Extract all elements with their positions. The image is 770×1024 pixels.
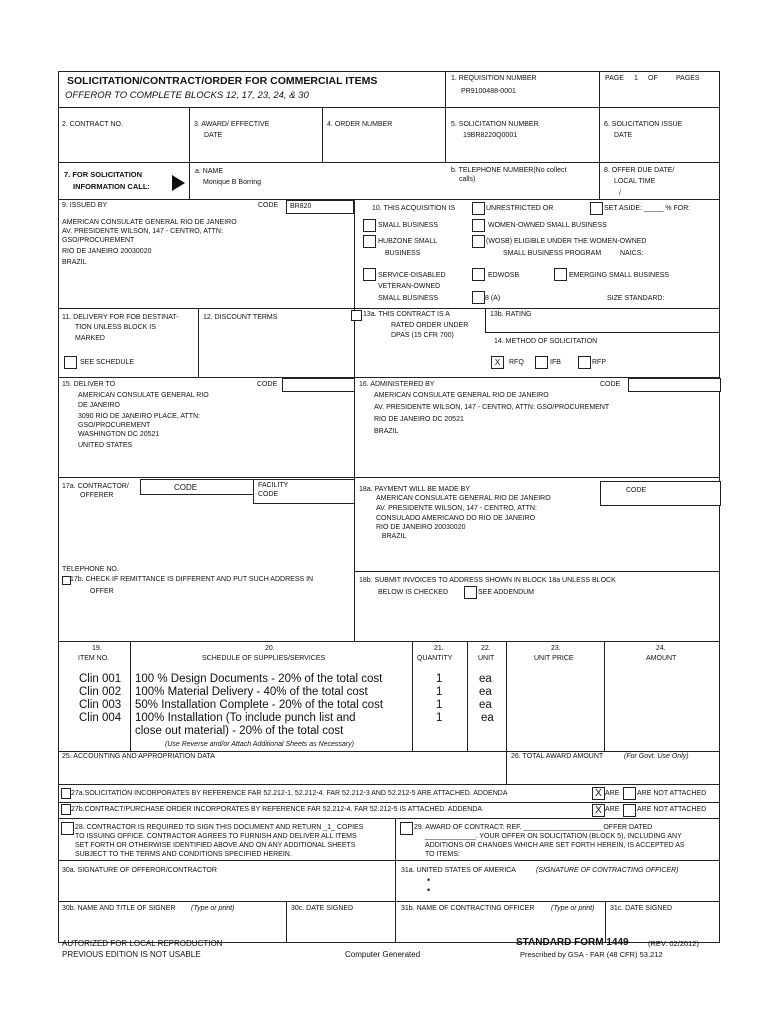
payment-code-label: CODE — [626, 487, 647, 494]
item-description: 100 % Design Documents - 20% of the total cost — [135, 673, 383, 685]
issued-by-line: RIO DE JANEIRO 20030020 — [62, 248, 152, 255]
payment-line: RIO DE JANEIRO 20030020 — [376, 524, 466, 531]
set-aside-checkbox[interactable] — [590, 202, 603, 215]
administered-by-code-label: CODE — [600, 381, 621, 388]
telephone-label: b. TELEPHONE NUMBER(No collect — [451, 167, 567, 174]
officer-name-label: 31b. NAME OF CONTRACTING OFFICER — [401, 905, 535, 912]
rated-order-label: 13a. THIS CONTRACT IS A — [363, 311, 450, 318]
rule — [506, 751, 507, 784]
emerging-small-business-checkbox[interactable] — [554, 268, 567, 281]
col-item-num: 19. — [92, 645, 102, 652]
administered-by-line: AV. PRESIDENTE WILSON, 147 - CENTRO, ATTN: GSO/PROCUREMENT — [374, 404, 610, 411]
unrestricted-checkbox[interactable] — [472, 202, 485, 215]
facility-code-label: CODE — [258, 491, 279, 498]
rated-order-label-3: DPAS (15 CFR 700) — [391, 332, 454, 339]
rule — [354, 377, 355, 641]
rule — [58, 71, 720, 72]
item-unit: ea — [479, 686, 492, 698]
29-text-3: ADDITIONS OR CHANGES WHICH ARE SET FORTH HEREIN, IS ACCEPTED AS — [425, 842, 685, 849]
deliver-to-line: DE JANEIRO — [78, 402, 121, 409]
rated-order-checkbox[interactable] — [351, 310, 362, 321]
rule — [354, 199, 355, 308]
page-of-label: OF — [648, 75, 658, 82]
item-quantity: 1 — [436, 686, 443, 698]
sdvosb-label: SERVICE-DISABLED — [378, 272, 446, 279]
signer-name-note: (Type or print) — [191, 905, 235, 912]
page-label: PAGE — [605, 75, 624, 82]
footer-reproduction: AUTORIZED FOR LOCAL REPRODUCTION — [62, 939, 223, 948]
27a-not-attached-checkbox[interactable] — [623, 787, 636, 800]
schedule-note: (Use Reverse and/or Attach Additional Sheets as Necessary) — [165, 741, 354, 748]
order-number-label: 4. ORDER NUMBER — [327, 121, 393, 128]
rule — [58, 818, 720, 819]
rule — [58, 751, 720, 752]
item-description: 50% Installation Complete - 20% of the total cost — [135, 699, 384, 711]
size-standard-label: SIZE STANDARD: — [607, 295, 665, 302]
eight-a-label: 8 (A) — [485, 295, 501, 302]
payment-line: AMERICAN CONSULATE GENERAL RIO DE JANEIRO — [376, 495, 551, 502]
27a-text: 27a.SOLICITATION INCORPORATES BY REFERENCE FAR 52.212-1, 52.212-4. FAR 52.212-3 AND 52.212-5 ARE ATTACHED. ADDENDA — [71, 790, 508, 797]
item-number: Clin 003 — [79, 699, 122, 711]
28-text-2: TO ISSUING OFFICE. CONTRACTOR AGREES TO FURNISH AND DELIVER ALL ITEMS — [75, 833, 357, 840]
rule — [286, 901, 287, 942]
deliver-to-line: AMERICAN CONSULATE GENERAL RIO — [78, 392, 209, 399]
27b-not-attached-label: ARE NOT ATTACHED — [637, 806, 707, 813]
issued-by-label: 9. ISSUED BY — [62, 202, 108, 209]
rule — [58, 107, 720, 108]
telephone-no-label: TELEPHONE NO. — [62, 566, 119, 573]
col-unit-price-num: 23. — [551, 645, 561, 652]
rule — [485, 332, 720, 333]
item-unit: ea — [479, 699, 492, 711]
rule — [599, 71, 600, 107]
rule — [58, 784, 720, 785]
col-quantity-num: 21. — [434, 645, 444, 652]
col-unit-num: 22. — [481, 645, 491, 652]
col-quantity-header: QUANTITY — [417, 655, 453, 662]
27a-are-label: ARE — [605, 790, 620, 797]
deliver-to-line: 3090 RIO DE JANEIRO PLACE, ATTN: — [78, 413, 201, 420]
acquisition-label: 10. THIS ACQUISITION IS — [372, 205, 456, 212]
29-text-4: TO ITEMS: — [425, 851, 460, 858]
rule — [485, 308, 486, 332]
requisition-label: 1. REQUISITION NUMBER — [451, 75, 537, 82]
rule — [445, 71, 446, 162]
delivery-fob-label-2: TION UNLESS BLOCK IS — [75, 324, 156, 331]
set-aside-label: SET ASIDE: _____ % FOR: — [604, 205, 691, 212]
form-revision: (REV. 02/2012) — [648, 939, 700, 948]
requisition-number: PR9100488-0001 — [461, 88, 516, 95]
officer-date-label: 31c. DATE SIGNED — [610, 905, 673, 912]
deliver-to-code-label: CODE — [257, 381, 278, 388]
submit-invoices-label-2: BELOW IS CHECKED — [378, 589, 449, 596]
sdvosb-checkbox[interactable] — [363, 268, 376, 281]
col-amount-header: AMOUNT — [646, 655, 677, 662]
due-separator: / — [619, 190, 621, 197]
item-description-cont: close out material) - 20% of the total cost — [135, 725, 344, 737]
offer-due-label: 8. OFFER DUE DATE/ — [604, 167, 675, 174]
edwosb-checkbox[interactable] — [472, 268, 485, 281]
footer-computer-generated: Computer Generated — [345, 950, 421, 959]
delivery-fob-label: 11. DELIVERY FOR FOB DESTINAT- — [62, 314, 179, 321]
method-label: 14. METHOD OF SOLICITATION — [494, 338, 598, 345]
information-call-label: INFORMATION CALL: — [73, 182, 150, 191]
unrestricted-label: UNRESTRICTED OR — [486, 205, 554, 212]
award-date-label-2: DATE — [204, 132, 223, 139]
signature-bullet: • — [427, 875, 431, 885]
rule — [395, 818, 396, 942]
rated-order-label-2: RATED ORDER UNDER — [391, 322, 469, 329]
wosb-program-label: SMALL BUSINESS PROGRAM — [503, 250, 602, 257]
rfq-checkbox[interactable]: X — [491, 356, 504, 369]
award-date-label: 3. AWARD/ EFFECTIVE — [194, 121, 270, 128]
see-schedule-checkbox[interactable] — [64, 356, 77, 369]
page-number: 1 — [634, 75, 638, 82]
27b-are-label: ARE — [605, 806, 620, 813]
telephone-label-2: calls) — [459, 176, 476, 183]
issued-by-code-field — [286, 200, 354, 214]
deliver-to-label: 15. DELIVER TO — [62, 381, 116, 388]
payment-line: BRAZIL — [376, 533, 407, 540]
28-checkbox[interactable] — [61, 822, 74, 835]
accounting-label: 25. ACCOUNTING AND APPROPRIATION DATA — [62, 753, 215, 760]
us-signature-label: 31a. UNITED STATES OF AMERICA — [401, 867, 516, 874]
27a-not-attached-label: ARE NOT ATTACHED — [637, 790, 707, 797]
28-text-3: SET FORTH OR OTHERWISE IDENTIFIED ABOVE AND ON ANY ADDITIONAL SHEETS — [75, 842, 356, 849]
item-quantity: 1 — [436, 699, 443, 711]
27b-text: 27b.CONTRACT/PURCHASE ORDER INCORPORATES BY REFERENCE FAR 52.212-4. FAR 52.212-5 IS ATTACHED. ADDENDA — [71, 806, 483, 813]
rule — [58, 162, 720, 163]
rule — [58, 641, 720, 642]
offeror-signature-label: 30a. SIGNATURE OF OFFEROR/CONTRACTOR — [62, 867, 217, 874]
rfq-label: RFQ — [509, 359, 524, 366]
arrow-right-icon — [172, 175, 185, 191]
issued-by-line: AMERICAN CONSULATE GENERAL RIO DE JANEIRO — [62, 219, 237, 226]
item-unit: ea — [479, 673, 492, 685]
eight-a-checkbox[interactable] — [472, 291, 485, 304]
rule — [189, 107, 190, 162]
rule — [412, 641, 413, 751]
27a-checkbox[interactable] — [61, 788, 71, 799]
for-solicitation-label: 7. FOR SOLICITATION — [64, 170, 143, 179]
item-number: Clin 002 — [79, 686, 122, 698]
item-number: Clin 004 — [79, 712, 122, 724]
col-schedule-num: 20. — [265, 645, 275, 652]
rule — [58, 477, 720, 478]
local-time-label: LOCAL TIME — [614, 178, 656, 185]
submit-invoices-label: 18b. SUBMIT INVOICES TO ADDRESS SHOWN IN BLOCK 18a UNLESS BLOCK — [359, 577, 616, 584]
rfp-label: RFP — [592, 359, 606, 366]
rule — [58, 308, 720, 309]
ifb-label: IFB — [550, 359, 561, 366]
rule — [130, 641, 131, 751]
payment-label: 18a. PAYMENT WILL BE MADE BY — [359, 486, 470, 493]
hubzone-label-2: BUSINESS — [385, 250, 421, 257]
see-schedule-label: SEE SCHEDULE — [80, 359, 135, 366]
footer-previous-edition: PREVIOUS EDITION IS NOT USABLE — [62, 950, 201, 959]
rule — [467, 641, 468, 751]
issued-by-line: BRAZIL — [62, 259, 87, 266]
payment-line: CONSULADO AMERICANO DO RIO DE JANEIRO — [376, 515, 536, 522]
contractor-code-label: CODE — [174, 483, 198, 492]
27b-checkbox[interactable] — [61, 804, 71, 815]
pages-label: PAGES — [676, 75, 700, 82]
administered-by-line: BRAZIL — [374, 428, 399, 435]
wosb-eligible-label: (WOSB) ELIGIBLE UNDER THE WOMEN-OWNED — [486, 238, 647, 245]
issued-by-code: BR820 — [290, 203, 312, 210]
hubzone-checkbox[interactable] — [363, 235, 376, 248]
wosb-checkbox[interactable] — [472, 219, 485, 232]
us-signature-note: (SIGNATURE OF CONTRACTING OFFICER) — [536, 867, 679, 874]
item-quantity: 1 — [436, 712, 443, 724]
27b-are-checkbox[interactable]: X — [592, 804, 605, 817]
item-number: Clin 001 — [79, 673, 122, 685]
offerer-label: OFFERER — [80, 492, 114, 499]
col-unit-price-header: UNIT PRICE — [534, 655, 574, 662]
wosb-eligible-checkbox[interactable] — [472, 235, 485, 248]
issued-by-code-label: CODE — [258, 202, 279, 209]
rule — [58, 377, 720, 378]
delivery-fob-label-3: MARKED — [75, 335, 105, 342]
28-text-4: SUBJECT TO THE TERMS AND CONDITIONS SPECIFIED HEREIN. — [75, 851, 292, 858]
contractor-code-field[interactable] — [140, 479, 255, 495]
administered-by-line: RIO DE JANEIRO DC 20521 — [374, 416, 464, 423]
naics-label: NAICS: — [620, 250, 644, 257]
small-business-label: SMALL BUSINESS — [378, 222, 439, 229]
form-title: SOLICITATION/CONTRACT/ORDER FOR COMMERCIAL ITEMS — [67, 75, 378, 87]
27b-not-attached-checkbox[interactable] — [623, 804, 636, 817]
rule — [599, 107, 600, 199]
administered-by-label: 16. ADMINISTERED BY — [359, 381, 435, 388]
facility-label: FACILITY — [258, 482, 289, 489]
contract-no-label: 2. CONTRACT NO. — [62, 121, 123, 128]
officer-name-note: (Type or print) — [551, 905, 595, 912]
item-quantity: 1 — [436, 673, 443, 685]
small-business-checkbox[interactable] — [363, 219, 376, 232]
rule — [605, 901, 606, 942]
rule — [354, 571, 720, 572]
discount-terms-label: 12. DISCOUNT TERMS — [203, 314, 278, 321]
rule — [58, 71, 59, 943]
solicitation-number-label: 5. SOLICITATION NUMBER — [451, 121, 539, 128]
signer-name-label: 30b. NAME AND TITLE OF SIGNER — [62, 905, 176, 912]
rfp-checkbox[interactable] — [578, 356, 591, 369]
contact-name: Monique B Borring — [203, 179, 261, 186]
remittance-label-2: OFFER — [90, 588, 114, 595]
col-schedule-header: SCHEDULE OF SUPPLIES/SERVICES — [202, 655, 326, 662]
rule — [58, 802, 720, 803]
solicitation-issue-label-2: DATE — [614, 132, 633, 139]
solicitation-number: 19BR8220Q0001 — [463, 132, 518, 139]
29-checkbox[interactable] — [400, 822, 413, 835]
edwosb-label: EDWOSB — [488, 272, 520, 279]
wosb-label: WOMEN-OWNED SMALL BUSINESS — [488, 222, 607, 229]
contractor-label: 17a. CONTRACTOR/ — [62, 483, 129, 490]
rule — [198, 308, 199, 377]
signature-bullet: • — [427, 885, 431, 895]
28-text: 28. CONTRACTOR IS REQUIRED TO SIGN THIS DOCUMENT AND RETURN _1_ COPIES — [75, 824, 364, 831]
issued-by-line: AV. PRESIDENTE WILSON, 147 - CENTRO, ATTN: — [62, 228, 223, 235]
payment-code-field — [600, 481, 721, 506]
rule — [189, 162, 190, 199]
emerging-small-business-label: EMERGING SMALL BUSINESS — [569, 272, 670, 279]
rule — [604, 641, 605, 751]
item-description: 100% Material Delivery - 40% of the total cost — [135, 686, 368, 698]
item-description: 100% Installation (To include punch list and — [135, 712, 356, 724]
administered-by-code-field — [628, 378, 721, 392]
29-text: 29. AWARD OF CONTRACT: REF. ____________________ OFFER DATED — [414, 824, 653, 831]
col-item-header: ITEM NO. — [78, 655, 110, 662]
form-number: STANDARD FORM 1449 — [516, 937, 629, 948]
rule — [58, 901, 720, 902]
offeror-date-label: 30c. DATE SIGNED — [291, 905, 354, 912]
total-award-label: 26. TOTAL AWARD AMOUNT — [511, 753, 604, 760]
29-text-2: _____________. YOUR OFFER ON SOLICITATION (BLOCK 5), INCLUDING ANY — [425, 833, 682, 840]
total-award-note: (For Govt. Use Only) — [624, 753, 689, 760]
deliver-to-code-field — [282, 378, 355, 392]
sf1449-form — [58, 71, 720, 943]
deliver-to-line: WASHINGTON DC 20521 — [78, 431, 160, 438]
issued-by-line: GSO/PROCUREMENT — [62, 237, 135, 244]
see-addendum-label: SEE ADDENDUM — [478, 589, 535, 596]
facility-code-field[interactable] — [253, 479, 355, 504]
col-amount-num: 24. — [656, 645, 666, 652]
item-unit: ea — [481, 712, 494, 724]
form-prescribed-by: Prescribed by GSA - FAR (48 CFR) 53.212 — [520, 950, 663, 959]
see-addendum-checkbox[interactable] — [464, 586, 477, 599]
rule — [58, 860, 720, 861]
hubzone-label: HUBZONE SMALL — [378, 238, 438, 245]
rule — [58, 199, 720, 200]
rule — [719, 71, 720, 943]
deliver-to-line: UNITED STATES — [78, 442, 133, 449]
sdvosb-label-2: VETERAN-OWNED — [378, 283, 441, 290]
remittance-label: 17b. CHECK IF REMITTANCE IS DIFFERENT AND PUT SUCH ADDRESS IN — [70, 576, 314, 583]
27a-are-checkbox[interactable]: X — [592, 787, 605, 800]
rating-label: 13b. RATING — [490, 311, 532, 318]
ifb-checkbox[interactable] — [535, 356, 548, 369]
form-subtitle: OFFEROR TO COMPLETE BLOCKS 12, 17, 23, 24, & 30 — [65, 90, 309, 101]
payment-line: AV. PRESIDENTE WILSON, 147 - CENTRO, ATTN: — [376, 505, 537, 512]
solicitation-issue-label: 6. SOLICITATION ISSUE — [604, 121, 683, 128]
rule — [322, 107, 323, 162]
deliver-to-line: GSO/PROCUREMENT — [78, 422, 151, 429]
col-unit-header: UNIT — [478, 655, 495, 662]
sdvosb-label-3: SMALL BUSINESS — [378, 295, 439, 302]
administered-by-line: AMERICAN CONSULATE GENERAL RIO DE JANEIRO — [374, 392, 549, 399]
rule — [506, 641, 507, 751]
contact-name-label: a. NAME — [195, 168, 224, 175]
